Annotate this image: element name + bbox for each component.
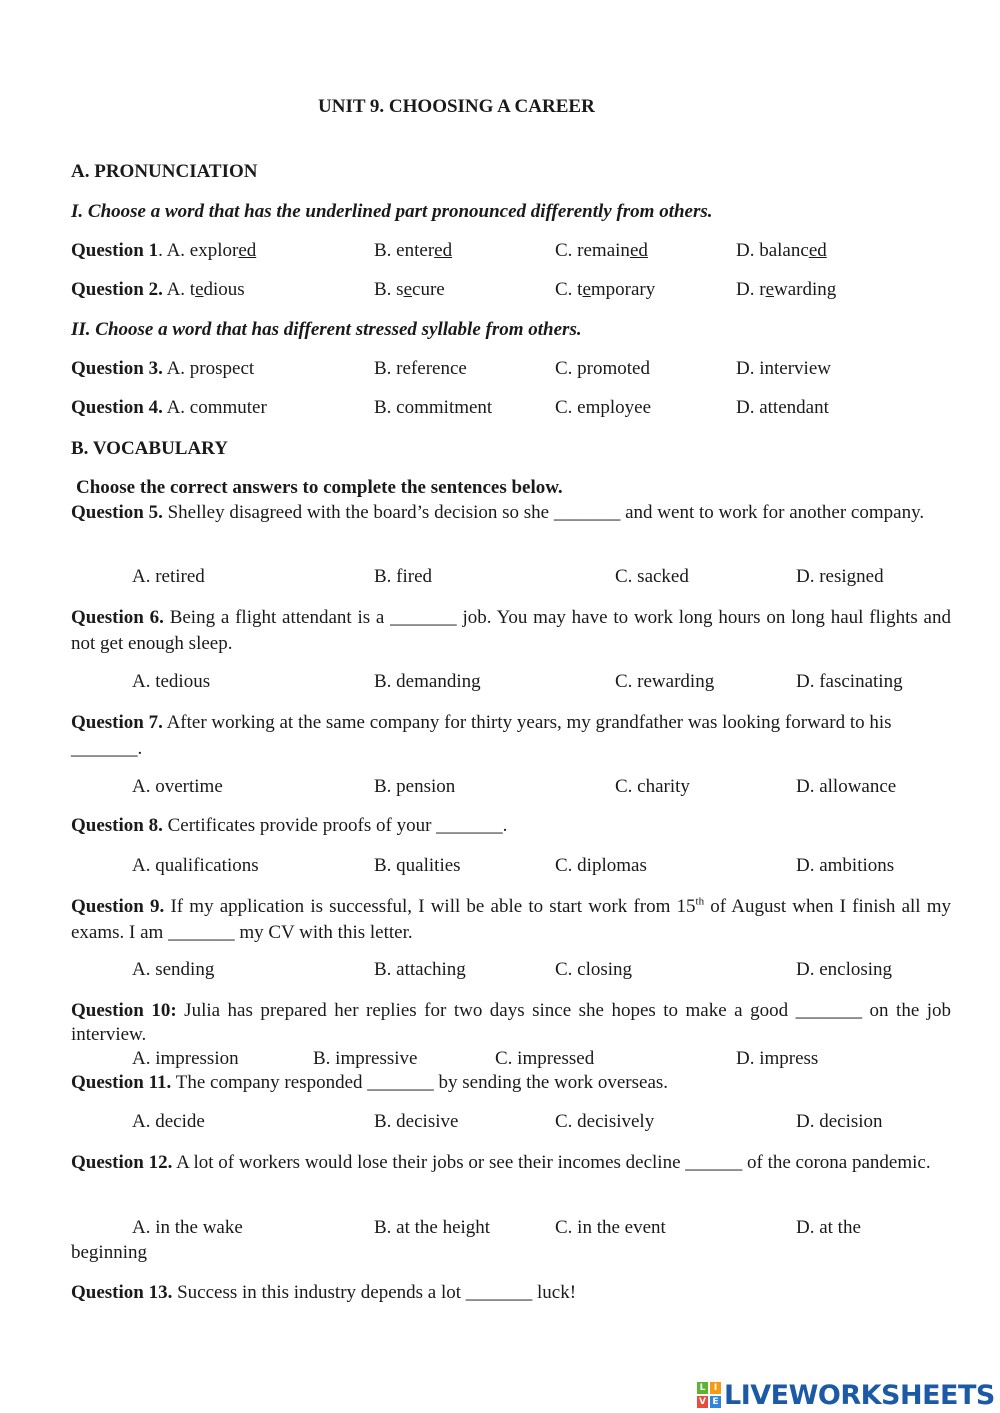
- question-text: After working at the same company for thirty years, my grandfather was looking forward to his _______.: [71, 712, 892, 759]
- question-5-option-a[interactable]: A. retired: [132, 566, 205, 587]
- option-underlined: e: [765, 279, 774, 300]
- question-text: Being a flight attendant is a _______ job. You may have to work long hours on long haul flights and not get enough sleep.: [71, 607, 951, 654]
- option-post: mporary: [590, 279, 656, 300]
- logo-text: LIVEWORKSHEETS: [724, 1379, 995, 1411]
- question-11-option-a[interactable]: A. decide: [132, 1111, 205, 1132]
- option-pre: D. r: [736, 279, 766, 300]
- question-2-option-d[interactable]: [736, 279, 836, 301]
- question-10: [71, 999, 951, 1047]
- question-10-option-d[interactable]: D. impress: [736, 1048, 819, 1069]
- question-2-option-c[interactable]: [555, 279, 655, 301]
- question-text: The company responded _______ by sending the work overseas.: [175, 1072, 669, 1093]
- option-post: warding: [774, 279, 837, 300]
- question-7-option-d[interactable]: D. allowance: [796, 776, 897, 797]
- question-6-option-a[interactable]: A. tedious: [132, 671, 211, 692]
- question-12-option-d-continued: beginning: [71, 1242, 147, 1263]
- question-9-option-c[interactable]: C. closing: [555, 959, 633, 980]
- section-b-heading: B. VOCABULARY: [71, 438, 228, 459]
- logo-letter-v: V: [697, 1396, 708, 1408]
- question-text: A lot of workers would lose their jobs or see their incomes decline ______ of the corona pandemic.: [176, 1152, 931, 1173]
- question-9-option-b[interactable]: B. attaching: [374, 959, 466, 980]
- question-12: [71, 1150, 951, 1176]
- question-text: Julia has prepared her replies for two days since she hopes to make a good _______ on the job interview.: [71, 1000, 952, 1045]
- question-label: Question 11.: [71, 1072, 172, 1093]
- question-7-option-a[interactable]: A. overtime: [132, 776, 223, 797]
- instruction-stress: II. Choose a word that has different stressed syllable from others.: [71, 319, 582, 340]
- question-8-option-b[interactable]: B. qualities: [374, 855, 461, 876]
- question-5-option-d[interactable]: D. resigned: [796, 566, 884, 587]
- question-3-option-d[interactable]: D. interview: [736, 358, 831, 379]
- instruction-underline: I. Choose a word that has the underlined part pronounced differently from others.: [71, 201, 713, 222]
- question-3-option-b[interactable]: B. reference: [374, 358, 467, 379]
- option-pre: C. remain: [555, 240, 630, 261]
- question-text-1: If my application is successful, I will be able to start work from 15: [170, 896, 696, 917]
- question-7: [71, 710, 951, 762]
- option-pre: B. enter: [374, 240, 435, 261]
- question-9-option-a[interactable]: A. sending: [132, 959, 215, 980]
- question-label: Question 5.: [71, 502, 163, 523]
- question-7-option-b[interactable]: B. pension: [374, 776, 456, 797]
- section-a-heading: A. PRONUNCIATION: [71, 161, 258, 182]
- logo-letter-l: L: [697, 1382, 708, 1394]
- option-underlined: ed: [629, 240, 648, 261]
- question-1-option-b[interactable]: [374, 240, 452, 262]
- question-3-option-c[interactable]: C. promoted: [555, 358, 650, 379]
- option-underlined: e: [403, 279, 413, 300]
- question-5: [71, 500, 951, 526]
- question-6-option-b[interactable]: B. demanding: [374, 671, 481, 692]
- question-label: Question 7.: [71, 712, 163, 733]
- option-a-pre: A. explor: [166, 240, 239, 261]
- question-2-option-b[interactable]: [374, 279, 445, 301]
- question-label: Question 9.: [71, 896, 165, 917]
- option-underlined: ed: [808, 240, 827, 261]
- option-underlined: e: [195, 279, 204, 300]
- question-2: [71, 279, 245, 301]
- question-8-option-a[interactable]: A. qualifications: [132, 855, 259, 876]
- question-label: Question 4.: [71, 397, 163, 418]
- question-12-option-c[interactable]: C. in the event: [555, 1217, 666, 1238]
- question-11-option-b[interactable]: B. decisive: [374, 1111, 459, 1132]
- question-6-option-c[interactable]: C. rewarding: [615, 671, 715, 692]
- question-12-option-d[interactable]: D. at the: [796, 1217, 861, 1238]
- question-4-option-b[interactable]: B. commitment: [374, 397, 493, 418]
- option-a-underlined: ed: [238, 240, 257, 261]
- option-underlined: ed: [434, 240, 453, 261]
- question-10-option-b[interactable]: B. impressive: [313, 1048, 418, 1069]
- question-label: Question 10:: [71, 1000, 177, 1021]
- question-11: [71, 1072, 668, 1094]
- option-pre: A. t: [166, 279, 196, 300]
- question-4: [71, 397, 267, 419]
- question-4-option-d[interactable]: D. attendant: [736, 397, 829, 418]
- question-text-2: of August when I finish all my exams. I am _______ my CV with this letter.: [71, 896, 952, 943]
- page-title: UNIT 9. CHOOSING A CAREER: [318, 96, 595, 117]
- question-label: Question 12.: [71, 1152, 173, 1173]
- question-12-option-a[interactable]: A. in the wake: [132, 1217, 243, 1238]
- vocabulary-instruction: Choose the correct answers to complete the sentences below.: [76, 477, 563, 498]
- option-pre: D. balanc: [736, 240, 809, 261]
- question-5-option-b[interactable]: B. fired: [374, 566, 433, 587]
- ordinal-suffix: th: [695, 895, 705, 908]
- question-6: [71, 605, 951, 657]
- question-label: Question 6.: [71, 607, 164, 628]
- question-10-option-c[interactable]: C. impressed: [495, 1048, 595, 1069]
- question-label: Question 2.: [71, 279, 163, 300]
- question-6-option-d[interactable]: D. fascinating: [796, 671, 903, 692]
- question-9: [71, 894, 951, 946]
- question-5-option-c[interactable]: C. sacked: [615, 566, 689, 587]
- question-12-option-b[interactable]: B. at the height: [374, 1217, 491, 1238]
- option-underlined: e: [582, 279, 591, 300]
- question-8-option-c[interactable]: C. diplomas: [555, 855, 647, 876]
- question-3: [71, 358, 254, 380]
- question-1: [71, 240, 256, 262]
- question-label: Question 3.: [71, 358, 163, 379]
- option-post: dious: [203, 279, 245, 300]
- option-a[interactable]: A. prospect: [166, 358, 255, 379]
- question-4-option-c[interactable]: C. employee: [555, 397, 652, 418]
- question-7-option-c[interactable]: C. charity: [615, 776, 690, 797]
- option-a[interactable]: A. commuter: [166, 397, 267, 418]
- question-1-option-c[interactable]: [555, 240, 648, 262]
- question-10-option-a[interactable]: A. impression: [132, 1048, 239, 1069]
- logo-letter-i: I: [710, 1382, 721, 1394]
- question-label: Question 1: [71, 240, 159, 261]
- logo-letter-e: E: [710, 1396, 721, 1408]
- question-13: [71, 1282, 576, 1304]
- question-8: [71, 815, 507, 837]
- question-11-option-d[interactable]: D. decision: [796, 1111, 883, 1132]
- question-text: Shelley disagreed with the board’s decision so she _______ and went to work for another company.: [167, 502, 925, 523]
- question-1-option-d[interactable]: [736, 240, 827, 262]
- question-11-option-c[interactable]: C. decisively: [555, 1111, 655, 1132]
- question-9-option-d[interactable]: D. enclosing: [796, 959, 893, 980]
- question-text: Certificates provide proofs of your _______.: [167, 815, 508, 836]
- option-pre: B. s: [374, 279, 404, 300]
- liveworksheets-logo: [697, 1378, 995, 1412]
- option-pre: C. t: [555, 279, 583, 300]
- question-label: Question 8.: [71, 815, 163, 836]
- logo-mark-icon: [697, 1382, 721, 1408]
- separator: .: [158, 240, 167, 261]
- question-text: Success in this industry depends a lot _______ luck!: [177, 1282, 577, 1303]
- question-8-option-d[interactable]: D. ambitions: [796, 855, 895, 876]
- option-post: cure: [412, 279, 445, 300]
- question-label: Question 13.: [71, 1282, 173, 1303]
